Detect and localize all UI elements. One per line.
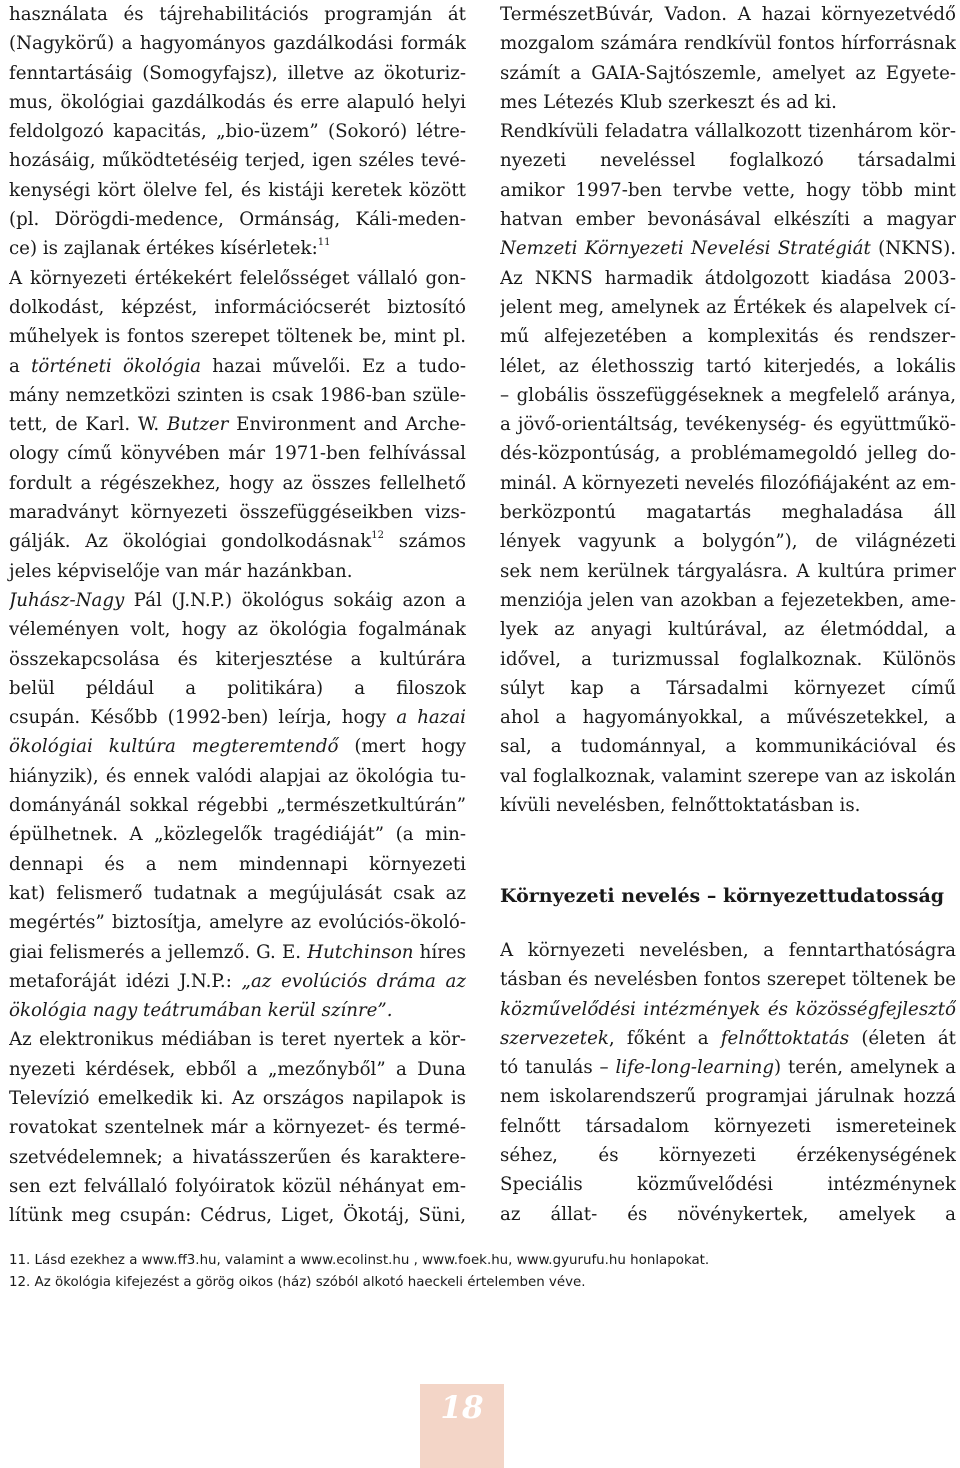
line-text: épülhetnek. A „közlegelők tragédiáját” (a min- bbox=[9, 824, 466, 846]
text-line bbox=[9, 615, 466, 644]
footnote-11: 11. Lásd ezekhez a www.ff3.hu, valamint a www.ecolinst.hu , www.foek.hu, www.gyurufu.hu honlapokat. bbox=[9, 1253, 710, 1268]
text-line bbox=[9, 1025, 466, 1054]
line-text: számít a GAIA-Sajtószemle, amelyet az Egyete- bbox=[500, 62, 956, 84]
line-text: tásban és nevelésben fontos szerepet töltenek be bbox=[500, 969, 956, 991]
text-line bbox=[9, 176, 466, 205]
line-text: (pl. Dörögdi-medence, Ormánság, Káli-meden- bbox=[9, 209, 466, 231]
text-line bbox=[9, 1172, 466, 1201]
text-line bbox=[500, 1082, 956, 1111]
text-line bbox=[500, 1141, 956, 1170]
line-text: lyek az anyagi kultúrával, az életmóddal, a bbox=[500, 619, 956, 641]
line-text: mes Létezés Klub szerkeszt és ad ki. bbox=[500, 91, 837, 113]
text-line bbox=[9, 791, 466, 820]
line-text: mus, ökológiai gazdálkodás és erre alapuló helyi bbox=[9, 91, 466, 113]
italic-text: ökológia nagy teátrumában kerül színre”. bbox=[9, 1000, 393, 1022]
text-line bbox=[9, 1113, 466, 1142]
footnote-ref: 12 bbox=[371, 530, 385, 542]
text-line bbox=[500, 234, 956, 263]
text-line bbox=[500, 410, 956, 439]
line-text: maradványt környezeti összefüggéseikben vizs- bbox=[9, 502, 466, 524]
text-line bbox=[9, 674, 466, 703]
text-line bbox=[9, 205, 466, 234]
line-text: nyezeti neveléssel foglalkozó társadalmi bbox=[500, 150, 956, 172]
italic-text: történeti ökológia bbox=[31, 355, 202, 377]
text-line bbox=[500, 88, 956, 117]
line-text: híres bbox=[413, 941, 466, 963]
line-text: idővel, a turizmussal foglalkoznak. Különös bbox=[500, 648, 956, 670]
text-line bbox=[9, 29, 466, 58]
line-text: Speciális közművelődési intézménynek bbox=[500, 1174, 956, 1196]
line-text: tó tanulás – bbox=[500, 1057, 616, 1079]
text-line bbox=[9, 264, 466, 293]
line-text: mozgalom számára rendkívül fontos hírforrásnak bbox=[500, 33, 956, 55]
line-text: Az elektronikus médiában is teret nyertek a kör- bbox=[9, 1029, 466, 1051]
text-line bbox=[9, 1201, 466, 1230]
line-text: rovatokat szentelnek már a környezet- és termé- bbox=[9, 1117, 466, 1139]
text-line bbox=[500, 586, 956, 615]
line-text: használata és tájrehabilitációs programján át bbox=[9, 4, 466, 25]
text-line bbox=[9, 938, 466, 967]
text-line bbox=[500, 117, 956, 146]
line-text: dés-központúság, a problémamegoldó jelleg do- bbox=[500, 443, 956, 465]
line-text: minál. A környezeti nevelés filozófiájaként az em- bbox=[500, 472, 956, 494]
section-heading: Környezeti nevelés – környezettudatosság bbox=[500, 885, 945, 907]
line-text: kat) felismerő tudatnak a megújulását csak az bbox=[9, 882, 466, 904]
text-line bbox=[9, 1084, 466, 1113]
line-text: belül például a politikára) a filoszok bbox=[9, 677, 466, 699]
text-line bbox=[500, 703, 956, 732]
text-line bbox=[500, 732, 956, 761]
text-line bbox=[9, 234, 466, 263]
line-text: A környezeti értékekért felelősséget vállaló gon- bbox=[9, 267, 466, 289]
line-text: hozásáig, működtetéséig terjed, igen széles tevé- bbox=[9, 150, 466, 172]
text-line bbox=[500, 965, 956, 994]
right-column-top bbox=[500, 0, 956, 820]
line-text: műhelyek is fontos szerepet töltenek be, mint pl. bbox=[9, 326, 466, 348]
line-text: mány nemzetközi szinten is csak 1986-ban szüle- bbox=[9, 384, 466, 406]
text-line bbox=[9, 967, 466, 996]
text-line bbox=[500, 322, 956, 351]
line-text: berközpontú magatartás meghaladása áll bbox=[500, 502, 956, 524]
text-line bbox=[500, 1112, 956, 1141]
line-text: gálják. Az ökológiai gondolkodásnak bbox=[9, 531, 372, 553]
text-line bbox=[500, 936, 956, 965]
page-number: 18 bbox=[440, 1390, 484, 1426]
line-text: összekapcsolása és kiterjesztése a kultúrára bbox=[9, 648, 466, 670]
text-line bbox=[9, 410, 466, 439]
text-line bbox=[9, 117, 466, 146]
text-line bbox=[9, 703, 466, 732]
footnote-12: 12. Az ökológia kifejezést a görög oikos (ház) szóból alkotó haeckeli értelemben véve. bbox=[9, 1275, 586, 1290]
footnote-ref: 11 bbox=[317, 237, 331, 249]
italic-text: ökológiai kultúra megteremtendő bbox=[9, 736, 339, 758]
line-text: hatvan ember bevonásával elkészíti a magyar bbox=[500, 209, 956, 231]
text-line bbox=[9, 820, 466, 849]
line-text: tett, de Karl. W. bbox=[9, 414, 167, 436]
text-line bbox=[500, 498, 956, 527]
text-line bbox=[500, 527, 956, 556]
text-line bbox=[9, 557, 466, 586]
text-line bbox=[9, 762, 466, 791]
line-text: kenységi kört ölelve fel, és kistáji keretek között bbox=[9, 179, 466, 201]
line-text: Televízió emelkedik ki. Az országos napilapok is bbox=[9, 1087, 466, 1109]
line-text: ce) is zajlanak értékes kísérletek: bbox=[9, 238, 318, 260]
line-text: (mert hogy bbox=[338, 736, 466, 758]
text-line bbox=[9, 352, 466, 381]
line-text: ahol a hagyományokkal, a művészetekkel, a bbox=[500, 707, 956, 729]
footnotes bbox=[9, 1250, 959, 1294]
line-text: metaforáját idézi J.N.P.: bbox=[9, 970, 242, 992]
line-text: mű alfejezetében a komplexitás és rendszer- bbox=[500, 326, 956, 348]
text-line bbox=[500, 995, 956, 1024]
text-line bbox=[500, 205, 956, 234]
line-text: nem iskolarendszerű programjai járulnak hozzá bbox=[500, 1086, 956, 1108]
text-line bbox=[500, 1170, 956, 1199]
text-line bbox=[500, 146, 956, 175]
line-text: hazai művelői. Ez a tudo- bbox=[201, 355, 466, 377]
text-line bbox=[500, 29, 956, 58]
line-text: az állat- és növénykertek, amelyek a bbox=[500, 1203, 956, 1225]
text-line bbox=[9, 645, 466, 674]
text-line bbox=[9, 996, 466, 1025]
text-line bbox=[9, 586, 466, 615]
line-text: kívüli nevelésben, felnőttoktatásban is. bbox=[500, 795, 861, 817]
line-text: sek nem kerülnek tárgyalásra. A kultúra primer bbox=[500, 560, 956, 582]
italic-text: Nemzeti Környezeti Nevelési Stratégiát bbox=[500, 238, 871, 260]
line-text: – globális összefüggéseknek a megfelelő aránya, bbox=[500, 384, 956, 406]
text-line bbox=[9, 908, 466, 937]
line-text: A környezeti nevelésben, a fenntarthatóságra bbox=[500, 940, 956, 961]
text-line bbox=[9, 1143, 466, 1172]
line-text: (NKNS). bbox=[870, 238, 956, 260]
text-line bbox=[500, 264, 956, 293]
text-line bbox=[9, 469, 466, 498]
text-line bbox=[9, 732, 466, 761]
italic-text: szervezetek bbox=[500, 1027, 609, 1049]
line-text: fordult a régészekhez, hogy az összes fellelhető bbox=[9, 472, 466, 494]
text-line bbox=[500, 293, 956, 322]
line-text: (életen át bbox=[861, 1027, 956, 1049]
line-text: Pál (J.N.P.) ökológus sokáig azon a bbox=[124, 589, 466, 611]
text-line bbox=[500, 352, 956, 381]
text-line bbox=[500, 674, 956, 703]
italic-text: felnőttoktatás bbox=[720, 1027, 850, 1049]
text-line bbox=[500, 1200, 956, 1229]
line-text: giai felismerés a jellemző. G. E. bbox=[9, 941, 308, 963]
line-text: sal, a tudománnyal, a kommunikációval és bbox=[500, 736, 956, 758]
italic-text: „az evolúciós dráma az bbox=[241, 970, 466, 992]
text-line bbox=[500, 59, 956, 88]
line-text: véleményen volt, hogy az ökológia fogalmának bbox=[9, 619, 466, 641]
text-line bbox=[500, 439, 956, 468]
text-line bbox=[500, 645, 956, 674]
italic-text: Hutchinson bbox=[307, 941, 414, 963]
line-text: lítünk meg csupán: Cédrus, Liget, Ökotáj, Süni, bbox=[9, 1205, 466, 1227]
line-text: dennapi és a nem mindennapi környezeti bbox=[9, 853, 466, 875]
line-text: felnőtt társadalom környezeti ismereteinek bbox=[500, 1115, 956, 1137]
text-line bbox=[9, 293, 466, 322]
line-text: dományánál sokkal régebbi „természetkultúrán” bbox=[9, 795, 466, 817]
text-line bbox=[9, 322, 466, 351]
text-line bbox=[9, 439, 466, 468]
text-line bbox=[500, 615, 956, 644]
line-text: Az NKNS harmadik átdolgozott kiadása 2003- bbox=[500, 267, 956, 289]
text-line bbox=[500, 791, 956, 820]
italic-text: közművelődési intézmények és közösségfejlesztő bbox=[500, 998, 956, 1020]
text-line bbox=[9, 850, 466, 879]
page-number-box bbox=[420, 1384, 504, 1468]
line-text: sen ezt felvállaló folyóiratok közül néhányat em- bbox=[9, 1175, 466, 1197]
line-text: hiányzik), és ennek valódi alapjai az ökológia tu- bbox=[9, 765, 466, 787]
line-text: , főként a bbox=[608, 1027, 721, 1049]
line-text: lények vagyunk a bolygón”), de világnézeti bbox=[500, 531, 956, 553]
line-text: ology című könyvében már 1971-ben felhívással bbox=[9, 443, 466, 465]
line-text: feldolgozó kapacitás, „bio-üzem” (Sokoró) létre- bbox=[9, 121, 466, 143]
line-text: megértés” biztosítja, amelyre az evolúciós-ökoló- bbox=[9, 912, 466, 934]
italic-text: a hazai bbox=[396, 707, 466, 729]
text-line bbox=[500, 176, 956, 205]
line-text: Rendkívüli feladatra vállalkozott tizenhárom kör- bbox=[500, 121, 956, 143]
text-line bbox=[9, 527, 466, 556]
line-text: menziója jelen van azokban a fejezetekben, ame- bbox=[500, 589, 956, 611]
text-line bbox=[9, 498, 466, 527]
text-line bbox=[9, 0, 466, 29]
text-line bbox=[9, 879, 466, 908]
text-line bbox=[500, 557, 956, 586]
line-text: fenntartásáig (Somogyfajsz), illetve az ökoturiz- bbox=[9, 62, 466, 84]
right-column-bottom bbox=[500, 936, 956, 1229]
text-line bbox=[9, 59, 466, 88]
line-text: jelent meg, amelynek az Értékek és alapelvek cí- bbox=[500, 296, 956, 318]
line-text: nyezeti kérdések, ebből a „mezőnyből” a Duna bbox=[9, 1058, 466, 1080]
line-text: séhez, és környezeti érzékenységének bbox=[500, 1145, 956, 1167]
line-text: amikor 1997-ben tervbe vette, hogy több mint bbox=[500, 179, 956, 201]
text-line bbox=[500, 762, 956, 791]
line-text: jeles képviselője van már hazánkban. bbox=[9, 560, 353, 582]
italic-text: Butzer bbox=[166, 414, 229, 436]
line-text: a jövő-orientáltság, tevékenység- és együttműkö- bbox=[500, 414, 956, 436]
line-text: számos bbox=[384, 531, 466, 553]
line-text: szetvédelemnek; a hivatásszerűen és karaktere- bbox=[9, 1146, 466, 1168]
line-text: súlyt kap a Társadalmi környezet című bbox=[500, 677, 956, 699]
text-line bbox=[500, 0, 956, 29]
italic-text: life-long-learning bbox=[615, 1057, 775, 1079]
italic-text: Juhász-Nagy bbox=[9, 589, 125, 611]
text-line bbox=[500, 1024, 956, 1053]
line-text: dolkodást, képzést, információcserét biztosító bbox=[9, 296, 466, 318]
left-column bbox=[9, 0, 466, 1230]
line-text: Environment and Arche- bbox=[228, 414, 466, 436]
line-text: ) terén, amelynek a bbox=[774, 1057, 956, 1079]
line-text: val foglalkoznak, valamint szerepe van az iskolán bbox=[500, 765, 956, 787]
line-text: (Nagykörű) a hagyományos gazdálkodási formák bbox=[9, 33, 466, 55]
text-line bbox=[500, 381, 956, 410]
line-text: lélet, az élethosszig tartó kiterjedés, a lokális bbox=[500, 355, 956, 377]
text-line bbox=[9, 146, 466, 175]
text-line bbox=[9, 381, 466, 410]
text-line bbox=[9, 88, 466, 117]
text-line bbox=[500, 1053, 956, 1082]
line-text: a bbox=[9, 355, 32, 377]
line-text: TermészetBúvár, Vadon. A hazai környezetvédő bbox=[500, 4, 956, 25]
text-line bbox=[9, 1055, 466, 1084]
text-line bbox=[500, 469, 956, 498]
line-text: csupán. Később (1992-ben) leírja, hogy bbox=[9, 707, 397, 729]
